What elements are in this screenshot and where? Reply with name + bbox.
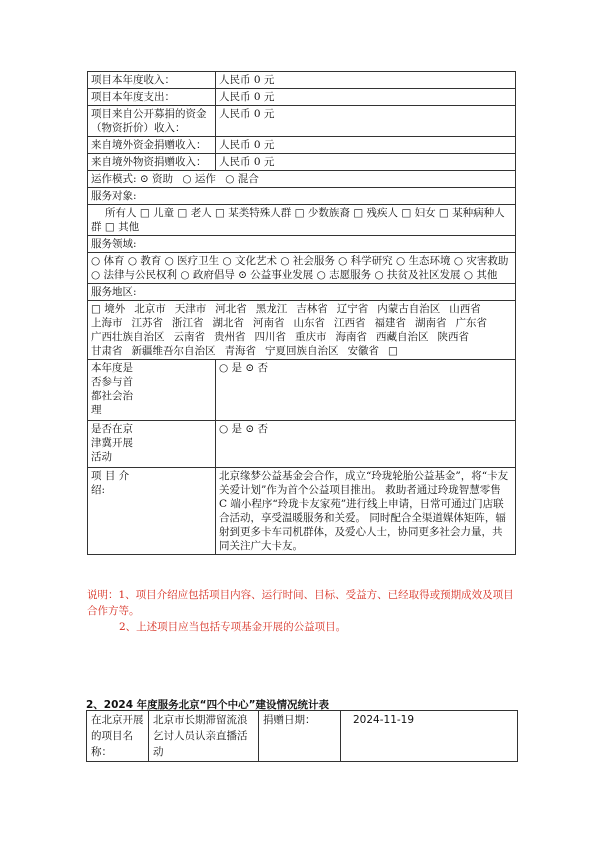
- service-region-label-row: [88, 284, 516, 301]
- service-field-label: 服务领域:: [88, 236, 516, 253]
- region-item[interactable]: 北京市: [134, 303, 166, 315]
- jjj-activity-label: 是否在京津冀开展活动: [88, 421, 216, 468]
- region-item[interactable]: 宁夏回族自治区: [265, 345, 339, 357]
- capital-governance-row: [88, 360, 516, 421]
- section-2-title: 2、2024 年度服务北京“四个中心”建设情况统计表: [86, 699, 329, 711]
- operation-option-mixed[interactable]: ○ 混合: [225, 173, 259, 185]
- project-name-label: 在北京开展的项目名称：: [87, 711, 149, 762]
- capital-governance-options[interactable]: ○ 是 ⊙ 否: [216, 360, 516, 421]
- operation-option-operate[interactable]: ○ 运作: [182, 173, 216, 185]
- four-centers-row: [87, 711, 518, 762]
- region-item[interactable]: 山东省: [293, 317, 325, 329]
- finance-label: 项目本年度收入：: [88, 72, 216, 89]
- region-item[interactable]: 青海省: [224, 345, 256, 357]
- finance-label: 来自境外物资捐赠收入：: [88, 154, 216, 171]
- region-item[interactable]: □ 境外: [91, 303, 126, 315]
- region-item[interactable]: 内蒙古自治区: [377, 303, 441, 315]
- region-item[interactable]: 上海市: [91, 317, 123, 329]
- project-name-value: 北京市长期滞留流浪乞讨人员认亲直播活动: [149, 711, 259, 762]
- finance-row: [88, 154, 516, 171]
- region-item[interactable]: 江苏省: [131, 317, 163, 329]
- finance-label: 来自境外资金捐赠收入：: [88, 137, 216, 154]
- region-item[interactable]: 广东省: [455, 317, 487, 329]
- region-item[interactable]: 山西省: [449, 303, 481, 315]
- project-intro-text: 北京缘梦公益基金会合作，成立“玲珑轮胎公益基金”，将“卡友关爱计划”作为首个公益项目推出。 救助者通过玲珑智慧零售 C 端小程序“玲珑卡友家苑”进行线上申请，日常可通过门店联合活动，享受温暖服务和关爱。 同时配合全渠道媒体矩阵，辐射到更多卡车司机群体，及爱心人士，协同更多社会力量，共同关注广大卡友。: [216, 468, 516, 555]
- project-info-table: [87, 71, 516, 555]
- region-item[interactable]: 河北省: [215, 303, 247, 315]
- jjj-activity-row: [88, 421, 516, 468]
- finance-row: [88, 72, 516, 89]
- service-target-options-row: [88, 205, 516, 236]
- region-item[interactable]: 江西省: [334, 317, 366, 329]
- service-target-label: 服务对象:: [88, 188, 516, 205]
- region-item[interactable]: 福建省: [374, 317, 406, 329]
- service-region-options-row: [88, 301, 516, 360]
- service-target-label-row: [88, 188, 516, 205]
- service-target-options[interactable]: 所有人 □ 儿童 □ 老人 □ 某类特殊人群 □ 少数族裔 □ 残疾人 □ 妇女 □ 某种病种人群 □ 其他: [88, 205, 516, 236]
- operation-mode-label: 运作模式:: [91, 173, 137, 185]
- finance-value: 人民币 0 元: [216, 72, 516, 89]
- service-field-label-row: [88, 236, 516, 253]
- region-item[interactable]: 新疆维吾尔自治区: [131, 345, 216, 357]
- donation-date-value: 2024-11-19: [341, 711, 518, 762]
- donation-date-label: 捐赠日期：: [259, 711, 341, 762]
- operation-mode-row: [88, 171, 516, 188]
- region-item[interactable]: 云南省: [173, 331, 205, 343]
- finance-value: 人民币 0 元: [216, 89, 516, 106]
- region-item[interactable]: 辽宁省: [336, 303, 369, 315]
- finance-value: 人民币 0 元: [216, 137, 516, 154]
- region-item[interactable]: 浙江省: [172, 317, 204, 329]
- service-region-options[interactable]: [88, 301, 516, 360]
- finance-row: [88, 137, 516, 154]
- region-item[interactable]: □: [388, 345, 398, 357]
- service-region-label: 服务地区:: [88, 284, 516, 301]
- service-field-options-row: [88, 253, 516, 284]
- region-item[interactable]: 甘肃省: [91, 345, 123, 357]
- region-item[interactable]: 陕西省: [437, 331, 469, 343]
- finance-value: 人民币 0 元: [216, 154, 516, 171]
- finance-value: 人民币 0 元: [216, 106, 516, 137]
- finance-label: 项目来自公开募捐的资金（物资折价）收入：: [88, 106, 216, 137]
- project-intro-row: [88, 468, 516, 555]
- service-field-options[interactable]: ○ 体育 ○ 教育 ○ 医疗卫生 ○ 文化艺术 ○ 社会服务 ○ 科学研究 ○ 生态环境 ○ 灾害救助 ○ 法律与公民权利 ○ 政府倡导 ⊙ 公益事业发展 ○ 志愿服务 ○ 扶贫及社区发展 ○ 其他: [88, 253, 516, 284]
- region-item[interactable]: 吉林省: [296, 303, 328, 315]
- region-item[interactable]: 海南省: [335, 331, 367, 343]
- finance-row: [88, 106, 516, 137]
- finance-label: 项目本年度支出：: [88, 89, 216, 106]
- region-item[interactable]: 安徽省: [347, 345, 379, 357]
- jjj-activity-options[interactable]: ○ 是 ⊙ 否: [216, 421, 516, 468]
- capital-governance-label: 本年度是否参与首都社会治理: [88, 360, 216, 421]
- operation-option-fund[interactable]: ⊙ 资助: [139, 173, 174, 185]
- region-item[interactable]: 贵州省: [214, 331, 246, 343]
- region-item[interactable]: 湖北省: [212, 317, 244, 329]
- region-item[interactable]: 天津市: [174, 303, 207, 315]
- region-item[interactable]: 四川省: [254, 331, 286, 343]
- region-item[interactable]: 广西壮族自治区: [91, 331, 165, 343]
- region-item[interactable]: 重庆市: [295, 331, 327, 343]
- project-intro-label: 项 目 介绍:: [88, 468, 216, 555]
- region-item[interactable]: 河南省: [253, 317, 285, 329]
- region-item[interactable]: 西藏自治区: [376, 331, 429, 343]
- note-line-2: 2、上述项目应当包括专项基金开展的公益项目。: [119, 621, 347, 633]
- finance-row: [88, 89, 516, 106]
- region-item[interactable]: 湖南省: [415, 317, 447, 329]
- notes-block: [87, 587, 519, 635]
- operation-mode-cell: [88, 171, 516, 188]
- four-centers-table: [86, 710, 518, 762]
- region-item[interactable]: 黑龙江: [255, 303, 288, 315]
- note-line-1: 说明：1、项目介绍应包括项目内容、运行时间、目标、受益方、已经取得或预期成效及项目合作方等。: [87, 589, 514, 617]
